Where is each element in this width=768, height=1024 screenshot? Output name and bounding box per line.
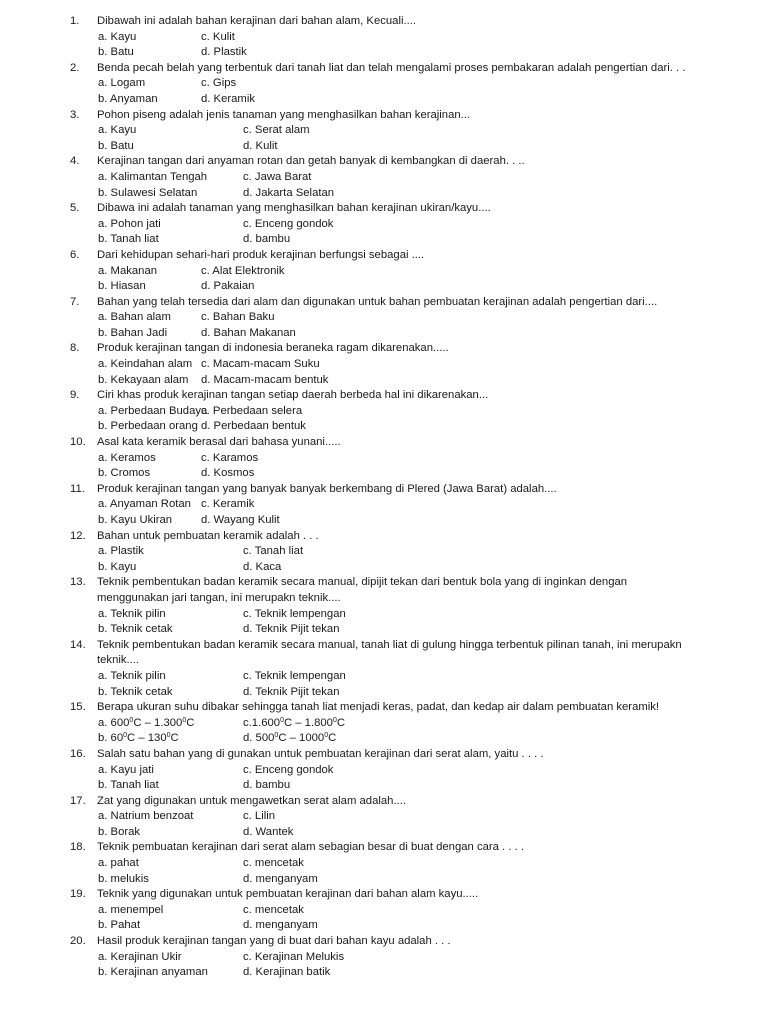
question-number: 16. (70, 747, 86, 760)
option-d[interactable]: d. Wantek (243, 825, 294, 838)
option-a[interactable]: a. Pohon jati (98, 217, 161, 230)
option-b[interactable]: b. $60^0C - 130^0C$ (98, 732, 179, 745)
question-number: 14. (70, 638, 86, 651)
question-text: Kerajinan tangan dari anyaman rotan dan getah banyak di kembangkan di daerah. . .. (97, 155, 525, 168)
options-row-1 (0, 716, 768, 732)
options-row-2 (0, 419, 768, 435)
question-text: Dari kehidupan sehari-hari produk kerajinan berfungsi sebagai .... (97, 248, 425, 261)
option-a[interactable]: a. Logam (98, 77, 146, 90)
options-row-2 (0, 45, 768, 61)
question-number: 6. (70, 248, 80, 261)
question-text: Dibawa ini adalah tanaman yang menghasilkan bahan kerajinan ukiran/kayu.... (97, 202, 491, 215)
question-line (0, 529, 768, 545)
options-row-2 (0, 622, 768, 638)
option-d[interactable]: d. Kosmos (201, 467, 255, 480)
question-line (0, 575, 768, 606)
question-line (0, 14, 768, 30)
question-line (0, 934, 768, 950)
option-b[interactable]: b. Pahat (98, 919, 141, 932)
option-d[interactable]: d. Kerajinan batik (243, 966, 331, 979)
options-row-1 (0, 310, 768, 326)
option-b[interactable]: b. melukis (98, 872, 149, 885)
question-number: 15. (70, 701, 86, 714)
options-row-1 (0, 451, 768, 467)
options-row-2 (0, 139, 768, 155)
options-row-1 (0, 856, 768, 872)
question-line (0, 341, 768, 357)
option-a[interactable]: a. Kayu jati (98, 763, 154, 776)
question-15 (0, 700, 768, 747)
question-line (0, 154, 768, 170)
question-1 (0, 14, 768, 61)
option-c[interactable]: c. Karamos (201, 451, 259, 464)
options-row-2 (0, 560, 768, 576)
option-a[interactable]: a. Teknik pilin (98, 607, 166, 620)
option-b[interactable]: b. Tanah liat (98, 779, 159, 792)
question-12 (0, 529, 768, 576)
question-line (0, 108, 768, 124)
option-b[interactable]: b. Kayu Ukiran (98, 514, 173, 526)
option-a[interactable]: a. pahat (98, 857, 139, 870)
question-11 (0, 482, 768, 529)
question-line (0, 482, 768, 498)
options-row-1 (0, 903, 768, 919)
option-d[interactable]: d. menganyam (243, 919, 318, 932)
options-row-1 (0, 217, 768, 233)
option-d[interactable]: d. Jakarta Selatan (243, 186, 335, 199)
question-line (0, 887, 768, 903)
options-row-2 (0, 279, 768, 295)
question-13 (0, 575, 768, 637)
question-18 (0, 840, 768, 887)
question-text: Teknik pembuatan kerajinan dari serat alam sebagian besar di buat dengan cara . . . . (97, 841, 525, 854)
option-c[interactable]: c. mencetak (243, 903, 304, 916)
option-c[interactable]: c. Kerajinan Melukis (243, 950, 345, 963)
question-line (0, 388, 768, 404)
option-d[interactable]: d. Kaca (243, 560, 282, 573)
options-row-2 (0, 186, 768, 202)
question-number: 18. (70, 841, 86, 854)
option-a[interactable]: a. Kayu (98, 30, 137, 43)
option-c[interactable]: c. Teknik lempengan (243, 607, 346, 620)
question-number: 12. (70, 529, 86, 542)
question-text: Bahan untuk pembuatan keramik adalah . . . (97, 529, 319, 542)
options-row-2 (0, 513, 768, 529)
option-d[interactable]: d. bambu (243, 233, 291, 246)
option-d[interactable]: d. Perbedaan bentuk (201, 420, 306, 433)
option-d[interactable]: d. Teknik Pijit tekan (243, 623, 340, 636)
option-b[interactable]: b. Teknik cetak (98, 623, 173, 636)
question-number: 7. (70, 295, 80, 308)
question-16 (0, 747, 768, 794)
option-c[interactable]: c. Enceng gondok (243, 763, 334, 776)
question-line (0, 295, 768, 311)
options-row-1 (0, 123, 768, 139)
option-a[interactable]: a. menempel (98, 903, 164, 916)
question-number: 11. (70, 482, 85, 495)
options-row-2 (0, 918, 768, 934)
option-c[interactable]: c. Jawa Barat (243, 170, 312, 183)
option-a[interactable]: a. Makanan (98, 264, 158, 277)
option-a[interactable]: a. Teknik pilin (98, 669, 166, 682)
option-d[interactable]: d. $500^0C - 1000^0C$ (243, 732, 337, 745)
question-number: 4. (70, 155, 80, 168)
question-text: Produk kerajinan tangan yang banyak banyak berkembang di Plered (Jawa Barat) adalah.... (97, 482, 557, 495)
option-a[interactable]: a. Kalimantan Tengah (98, 170, 208, 183)
option-a[interactable]: a. $600^0C - 1.300^0C$ (98, 716, 195, 729)
option-b[interactable]: b. Kerajinan anyaman (98, 966, 208, 979)
options-row-1 (0, 950, 768, 966)
question-text: Dibawah ini adalah bahan kerajinan dari bahan alam, Kecuali.... (97, 15, 417, 27)
options-row-1 (0, 497, 768, 513)
option-c[interactable]: c. Macam-macam Suku (201, 358, 320, 371)
question-text: Ciri khas produk kerajinan tangan setiap daerah berbeda hal ini dikarenakan... (97, 389, 489, 402)
option-d[interactable]: d. Plastik (201, 46, 247, 59)
question-number: 8. (70, 342, 80, 355)
question-number: 13. (70, 576, 86, 589)
question-line (0, 638, 768, 669)
option-d[interactable]: d. Wayang Kulit (201, 514, 280, 526)
options-row-1 (0, 404, 768, 420)
options-row-1 (0, 76, 768, 92)
question-text: Teknik pembentukan badan keramik secara manual, tanah liat di gulung hingga terbentuk pilinan tanah, ini merupakn teknik.... (97, 638, 682, 667)
options-row-2 (0, 825, 768, 841)
question-line (0, 61, 768, 77)
option-d[interactable]: d. Kulit (243, 139, 278, 152)
option-b[interactable]: b. Tanah liat (98, 233, 159, 246)
question-4 (0, 154, 768, 201)
question-8 (0, 341, 768, 388)
question-line (0, 248, 768, 264)
option-b[interactable]: b. Cromos (98, 467, 151, 480)
question-number: 5. (70, 202, 80, 215)
question-3 (0, 108, 768, 155)
question-line (0, 700, 768, 716)
question-text: Teknik yang digunakan untuk pembuatan kerajinan dari bahan alam kayu..... (97, 888, 479, 901)
option-d[interactable]: d. menganyam (243, 872, 318, 885)
options-row-2 (0, 466, 768, 482)
options-row-2 (0, 373, 768, 389)
options-row-1 (0, 357, 768, 373)
question-7 (0, 295, 768, 342)
question-number: 19. (70, 888, 86, 901)
question-text: Asal kata keramik berasal dari bahasa yunani..... (97, 436, 341, 449)
question-line (0, 747, 768, 763)
option-b[interactable]: b. Borak (98, 825, 141, 838)
question-text: Zat yang digunakan untuk mengawetkan serat alam adalah.... (97, 794, 406, 807)
option-a[interactable]: a. Kerajinan Ukir (98, 950, 182, 963)
option-d[interactable]: d. Teknik Pijit tekan (243, 685, 340, 698)
question-9 (0, 388, 768, 435)
option-c[interactable]: c. Teknik lempengan (243, 669, 346, 682)
option-c[interactable]: c. Serat alam (243, 124, 310, 137)
option-b[interactable]: b. Batu (98, 46, 134, 59)
options-row-1 (0, 264, 768, 280)
option-c[interactable]: c. Alat Elektronik (201, 264, 285, 277)
option-b[interactable]: b. Hiasan (98, 280, 146, 293)
options-row-1 (0, 544, 768, 560)
option-a[interactable]: a. Natrium benzoat (98, 810, 194, 823)
question-14 (0, 638, 768, 700)
question-line (0, 840, 768, 856)
options-row-1 (0, 763, 768, 779)
option-b[interactable]: b. Teknik cetak (98, 685, 173, 698)
question-line (0, 201, 768, 217)
option-d[interactable]: d. Macam-macam bentuk (201, 373, 329, 386)
question-2 (0, 61, 768, 108)
question-6 (0, 248, 768, 295)
options-row-2 (0, 92, 768, 108)
option-a[interactable]: a. Keindahan alam (98, 358, 193, 371)
option-a[interactable]: a. Kayu (98, 124, 137, 137)
option-c[interactable]: c. Kulit (201, 30, 235, 43)
question-line (0, 435, 768, 451)
option-a[interactable]: a. Plastik (98, 545, 144, 558)
option-a[interactable]: a. Bahan alam (98, 311, 171, 324)
options-row-2 (0, 778, 768, 794)
option-c[interactable]: c. Keramik (201, 498, 255, 511)
question-10 (0, 435, 768, 482)
options-row-2 (0, 326, 768, 342)
option-c[interactable]: c. Gips (201, 77, 237, 90)
options-row-1 (0, 30, 768, 46)
option-a[interactable]: a. Perbedaan Budaya (98, 404, 208, 417)
options-row-2 (0, 685, 768, 701)
option-a[interactable]: a. Anyaman Rotan (98, 498, 191, 511)
question-19 (0, 887, 768, 934)
option-d[interactable]: d. Bahan Makanan (201, 326, 296, 339)
option-c[interactable]: c. Perbedaan selera (201, 404, 303, 417)
question-text: Salah satu bahan yang di gunakan untuk pembuatan kerajinan dari serat alam, yaitu . . . . (97, 747, 544, 760)
option-b[interactable]: b. Batu (98, 139, 134, 152)
question-number: 10. (70, 436, 86, 449)
question-20 (0, 934, 768, 981)
options-row-1 (0, 809, 768, 825)
options-row-2 (0, 965, 768, 981)
question-number: 3. (70, 108, 80, 121)
question-number: 2. (70, 61, 80, 74)
options-row-2 (0, 232, 768, 248)
question-text: Pohon piseng adalah jenis tanaman yang menghasilkan bahan kerajinan... (97, 108, 471, 121)
question-text: Teknik pembentukan badan keramik secara manual, dipijit tekan dari bentuk bola yang di inginkan dengan menggunakan jari tangan, ini merupakn teknik.... (97, 576, 628, 604)
option-d[interactable]: d. bambu (243, 779, 291, 792)
option-b[interactable]: b. Sulawesi Selatan (98, 186, 198, 199)
question-17 (0, 794, 768, 841)
option-b[interactable]: b. Kekayaan alam (98, 373, 189, 386)
option-a[interactable]: a. Keramos (98, 451, 156, 464)
question-number: 9. (70, 389, 80, 402)
question-text: Berapa ukuran suhu dibakar sehingga tanah liat menjadi keras, padat, dan kedap air dalam pembuatan keramik! (97, 701, 660, 714)
option-b[interactable]: b. Bahan Jadi (98, 326, 168, 339)
options-row-1 (0, 607, 768, 623)
question-sheet (0, 14, 768, 981)
options-row-1 (0, 669, 768, 685)
question-text: Produk kerajinan tangan di indonesia beraneka ragam dikarenakan..... (97, 342, 449, 355)
options-row-2 (0, 731, 768, 747)
option-b[interactable]: b. Anyaman (98, 92, 158, 105)
option-c[interactable]: c. Bahan Baku (201, 311, 275, 324)
option-d[interactable]: d. Keramik (201, 92, 255, 105)
question-5 (0, 201, 768, 248)
option-b[interactable]: b. Perbedaan orang (98, 420, 198, 433)
option-d[interactable]: d. Pakaian (201, 280, 255, 293)
question-text: Hasil produk kerajinan tangan yang di buat dari bahan kayu adalah . . . (97, 935, 451, 948)
question-line (0, 794, 768, 810)
option-c[interactable]: c. mencetak (243, 857, 304, 870)
options-row-1 (0, 170, 768, 186)
option-c[interactable]: c.1.600$^0$C – 1.800$^0$C (243, 716, 346, 729)
question-number: 17. (70, 794, 86, 807)
option-c[interactable]: c. Tanah liat (243, 545, 304, 558)
options-row-2 (0, 872, 768, 888)
option-b[interactable]: b. Kayu (98, 560, 137, 573)
question-text: Bahan yang telah tersedia dari alam dan digunakan untuk bahan pembuatan kerajinan adalah pengertian dari.... (97, 295, 658, 308)
question-number: 1. (70, 15, 80, 27)
option-c[interactable]: c. Lilin (243, 810, 276, 823)
option-c[interactable]: c. Enceng gondok (243, 217, 334, 230)
question-number: 20. (70, 935, 86, 948)
question-text: Benda pecah belah yang terbentuk dari tanah liat dan telah mengalami proses pembakaran adalah pengertian dari. . . (97, 61, 686, 74)
